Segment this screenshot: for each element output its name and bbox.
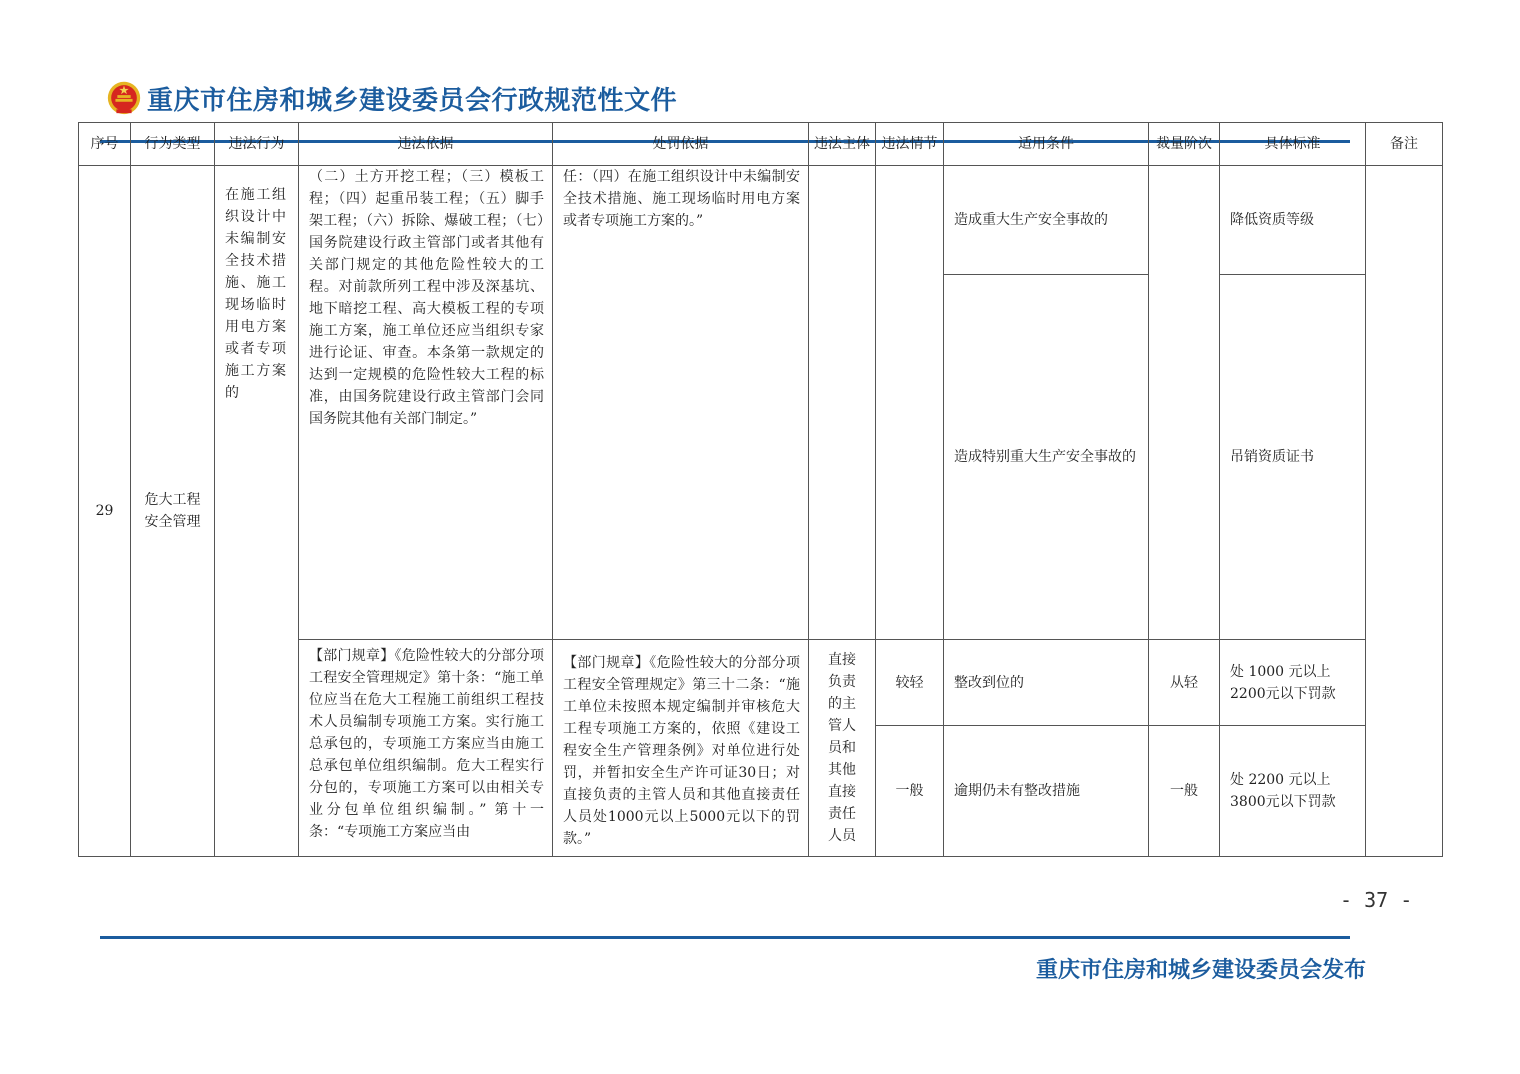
cell-standard: 处 1000 元以上2200元以下罚款 — [1220, 640, 1366, 726]
penalty-basis-text: 【部门规章】《危险性较大的分部分项工程安全管理规定》第三十二条：“施工单位未按照本规定编制并审核危大工程专项施工方案的，依照《建设工程安全生产管理条例》对单位进行处罚，并暂扣安全生产许可证30日；对直接负责的主管人员和其他直接责任人员处1000元以上5000元以下的罚款。” — [563, 655, 800, 847]
column-header: 行为类型 — [131, 123, 215, 166]
column-header: 适用条件 — [944, 123, 1149, 166]
national-emblem-icon — [105, 78, 143, 116]
column-header: 违法依据 — [299, 123, 553, 166]
footer-rule — [100, 936, 1350, 939]
cell-behavior-type: 危大工程安全管理 — [131, 166, 215, 857]
cell-violation-subject: 直接负责的主管人员和其他直接责任人员 — [809, 640, 876, 857]
column-header: 违法情节 — [876, 123, 944, 166]
cell-remarks — [1366, 166, 1443, 857]
page-number: - 37 - — [1340, 888, 1413, 912]
cell-condition: 逾期仍未有整改措施 — [944, 726, 1149, 857]
cell-violation-basis — [299, 640, 553, 857]
cell-penalty-basis: 任：（四）在施工组织设计中未编制安全技术措施、施工现场临时用电方案或者专项施工方案的。” — [553, 166, 809, 640]
footer-publisher: 重庆市住房和城乡建设委员会发布 — [1036, 958, 1367, 983]
cell-subject-empty — [809, 166, 876, 640]
cell-seq: 29 — [79, 166, 131, 857]
column-header: 具体标准 — [1220, 123, 1366, 166]
cell-standard: 处 2200 元以上3800元以下罚款 — [1220, 726, 1366, 857]
cell-tier: 从轻 — [1149, 640, 1220, 726]
cell-standard: 降低资质等级 — [1220, 166, 1366, 275]
violation-behavior-text: 在施工组织设计中未编制安全技术措施、施工现场临时用电方案或者专项施工方案的 — [225, 187, 286, 401]
cell-standard: 吊销资质证书 — [1220, 275, 1366, 640]
cell-condition: 造成特别重大生产安全事故的 — [944, 275, 1149, 640]
document-header-title: 重庆市住房和城乡建设委员会行政规范性文件 — [147, 86, 678, 116]
cell-circumstance: 较轻 — [876, 640, 944, 726]
column-header: 违法行为 — [215, 123, 299, 166]
column-header: 序号 — [79, 123, 131, 166]
cell-condition: 整改到位的 — [944, 640, 1149, 726]
cell-tier: 一般 — [1149, 726, 1220, 857]
cell-penalty-basis — [553, 640, 809, 857]
cell-violation-basis: （二）土方开挖工程；（三）模板工程；（四）起重吊装工程；（五）脚手架工程；（六）拆除、爆破工程；（七）国务院建设行政主管部门或者其他有关部门规定的其他危险性较大的工程。对前款所列工程中涉及深基坑、地下暗挖工程、高大模板工程的专项施工方案，施工单位还应当组织专家进行论证、审查。本条第一款规定的达到一定规模的危险性较大工程的标准，由国务院建设行政主管部门会同国务院其他有关部门制定。” — [299, 166, 553, 640]
cell-circumstance: 一般 — [876, 726, 944, 857]
cell-tier-empty — [1149, 166, 1220, 640]
column-header: 备注 — [1366, 123, 1443, 166]
cell-circumstance-empty — [876, 166, 944, 640]
column-header: 处罚依据 — [553, 123, 809, 166]
cell-condition: 造成重大生产安全事故的 — [944, 166, 1149, 275]
table-row — [79, 166, 1443, 275]
violation-basis-text: 【部门规章】《危险性较大的分部分项工程安全管理规定》第十条：“施工单位应当在危大工程施工前组织工程技术人员编制专项施工方案。实行施工总承包的，专项施工方案应当由施工总承包单位组织编制。危大工程实行分包的，专项施工方案可以由相关专业分包单位组织编制。” 第十一条：“专项施工方案应当由 — [309, 648, 544, 840]
penalty-standards-table — [78, 122, 1443, 857]
cell-violation-behavior — [215, 166, 299, 857]
column-header: 违法主体 — [809, 123, 876, 166]
table-header-row — [79, 123, 1443, 166]
column-header: 裁量阶次 — [1149, 123, 1220, 166]
